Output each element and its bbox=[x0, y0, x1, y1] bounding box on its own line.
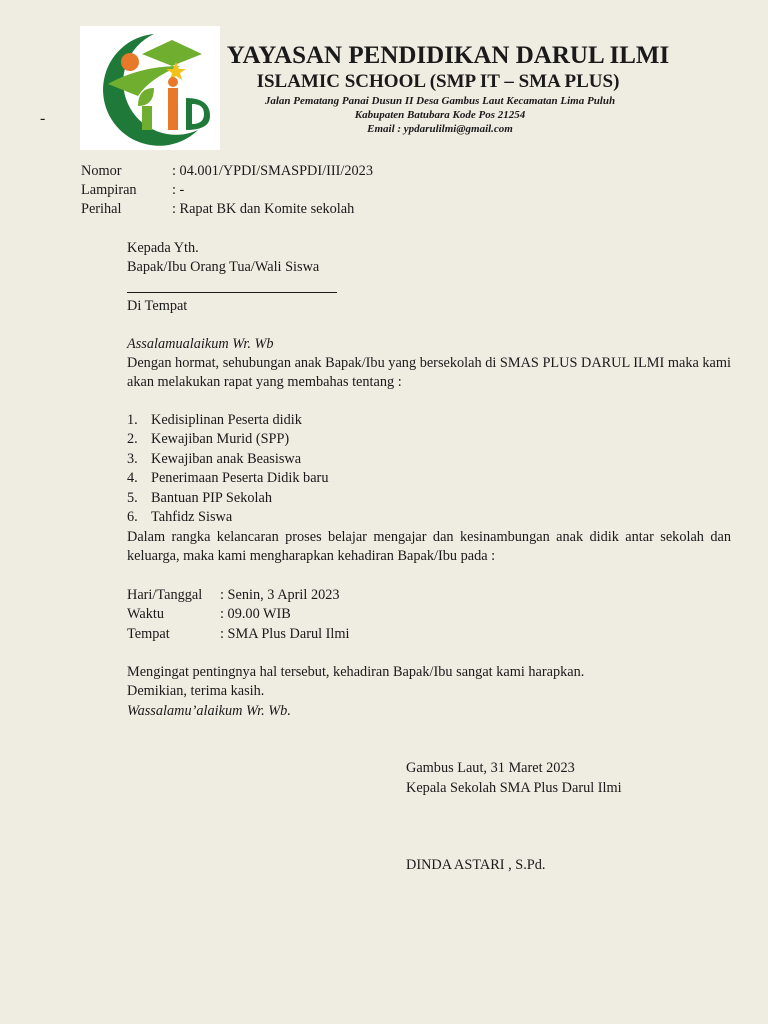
blank-underline bbox=[127, 292, 337, 293]
school-name: ISLAMIC SCHOOL (SMP IT – SMA PLUS) bbox=[256, 71, 620, 92]
agenda-text: Kedisiplinan Peserta didik bbox=[151, 412, 302, 428]
greeting: Assalamualaikum Wr. Wb bbox=[127, 336, 274, 352]
meta-label-perihal: Perihal bbox=[81, 201, 122, 217]
intro-paragraph: Dengan hormat, sehubungan anak Bapak/Ibu yang bersekolah di SMAS PLUS DARUL ILMI maka kami akan melakukan rapat yang membahas tentang : bbox=[127, 355, 731, 391]
recipient-line: Di Tempat bbox=[127, 298, 188, 314]
agenda-text: Kewajiban Murid (SPP) bbox=[151, 431, 290, 448]
meta-value-perihal: : Rapat BK dan Komite sekolah bbox=[172, 201, 355, 217]
closing-line: Mengingat pentingnya hal tersebut, kehadiran Bapak/Ibu sangat kami harapkan. bbox=[127, 664, 585, 680]
list-item: 4. Penerimaan Peserta Didik baru bbox=[127, 470, 329, 487]
foundation-name: YAYASAN PENDIDIKAN DARUL ILMI bbox=[226, 42, 670, 69]
list-item: 1. Kedisiplinan Peserta didik bbox=[127, 412, 302, 428]
event-value-date: : Senin, 3 April 2023 bbox=[220, 587, 340, 603]
closing-line: Demikian, terima kasih. bbox=[127, 683, 265, 699]
meta-value-lampiran: : - bbox=[172, 182, 185, 198]
agenda-list bbox=[127, 411, 328, 527]
place-date: Gambus Laut, 31 Maret 2023 bbox=[406, 760, 575, 776]
signer-position: Kepala Sekolah SMA Plus Darul Ilmi bbox=[406, 780, 622, 796]
school-logo bbox=[80, 26, 220, 150]
list-item: 6. Tahfidz Siswa bbox=[127, 509, 233, 526]
request-paragraph: Dalam rangka kelancaran proses belajar mengajar dan kesinambungan anak didik antar sekolah dan keluarga, maka kami mengharapkan kehadiran Bapak/Ibu pada : bbox=[127, 529, 731, 565]
event-value-time: : 09.00 WIB bbox=[220, 606, 291, 622]
list-item: 5. Bantuan PIP Sekolah bbox=[127, 489, 272, 506]
meta-label-lampiran: Lampiran bbox=[81, 182, 137, 198]
stray-mark: - bbox=[40, 110, 46, 127]
agenda-text: Penerimaan Peserta Didik baru bbox=[151, 470, 329, 487]
event-label-time: Waktu bbox=[127, 606, 164, 622]
agenda-text: Kewajiban anak Beasiswa bbox=[151, 450, 302, 467]
email-line: Email : ypdarulilmi@gmail.com bbox=[367, 123, 513, 135]
signer-name: DINDA ASTARI , S.Pd. bbox=[406, 857, 546, 873]
closing-salutation: Wassalamu’alaikum Wr. Wb. bbox=[127, 703, 291, 719]
address-line: Jalan Pematang Panai Dusun II Desa Gambus Laut Kecamatan Lima Puluh bbox=[264, 95, 616, 107]
agenda-text: Bantuan PIP Sekolah bbox=[151, 489, 272, 506]
recipient-line: Bapak/Ibu Orang Tua/Wali Siswa bbox=[127, 259, 320, 275]
meta-label-nomor: Nomor bbox=[81, 163, 122, 179]
address-line: Kabupaten Batubara Kode Pos 21254 bbox=[354, 109, 526, 121]
event-label-place: Tempat bbox=[127, 626, 170, 642]
address-block bbox=[200, 94, 680, 136]
meta-value-nomor: : 04.001/YPDI/SMASPDI/III/2023 bbox=[172, 163, 373, 179]
event-label-date: Hari/Tanggal bbox=[127, 587, 203, 603]
list-item: 3. Kewajiban anak Beasiswa bbox=[127, 450, 302, 467]
list-item: 2. Kewajiban Murid (SPP) bbox=[127, 431, 290, 448]
recipient-line: Kepada Yth. bbox=[127, 240, 199, 256]
event-value-place: : SMA Plus Darul Ilmi bbox=[220, 626, 350, 642]
agenda-text: Tahfidz Siswa bbox=[151, 509, 233, 526]
